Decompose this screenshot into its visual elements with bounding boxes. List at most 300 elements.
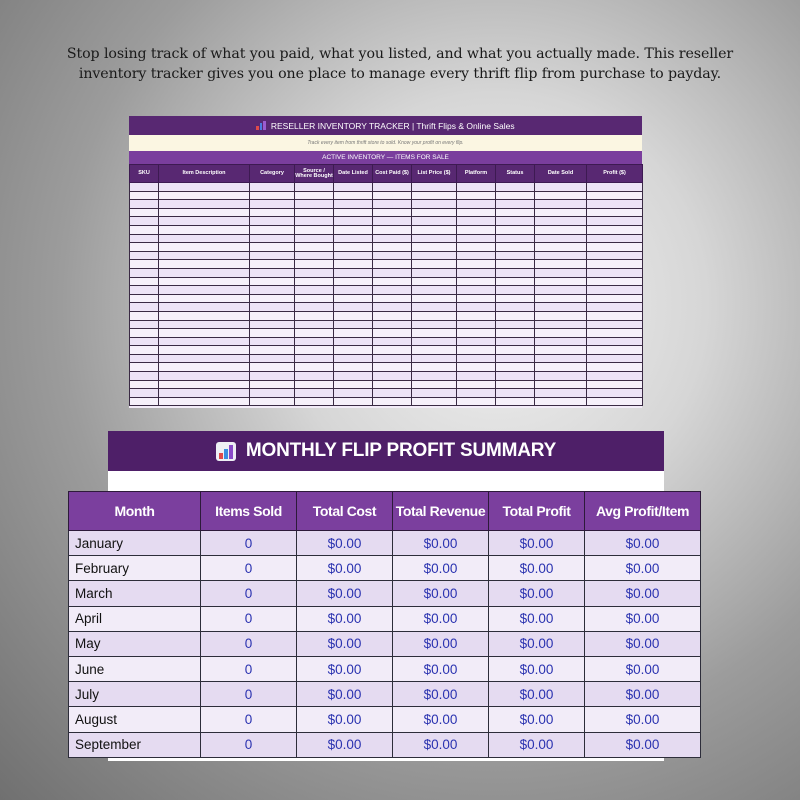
inventory-cell[interactable] [496, 397, 535, 406]
inventory-cell[interactable] [250, 191, 295, 200]
total-revenue-cell[interactable]: $0.00 [393, 656, 489, 681]
inventory-cell[interactable] [496, 251, 535, 260]
inventory-cell[interactable] [250, 380, 295, 389]
total-revenue-cell[interactable]: $0.00 [393, 531, 489, 556]
column-header[interactable]: Item Description [159, 165, 250, 183]
inventory-cell[interactable] [373, 329, 412, 338]
inventory-cell[interactable] [159, 183, 250, 192]
inventory-cell[interactable] [373, 217, 412, 226]
items-sold-cell[interactable]: 0 [201, 656, 297, 681]
inventory-cell[interactable] [159, 320, 250, 329]
inventory-cell[interactable] [496, 346, 535, 355]
inventory-cell[interactable] [130, 277, 159, 286]
inventory-cell[interactable] [295, 183, 334, 192]
inventory-cell[interactable] [412, 225, 457, 234]
inventory-cell[interactable] [334, 208, 373, 217]
inventory-cell[interactable] [159, 217, 250, 226]
inventory-cell[interactable] [334, 268, 373, 277]
inventory-cell[interactable] [457, 286, 496, 295]
items-sold-cell[interactable]: 0 [201, 556, 297, 581]
inventory-cell[interactable] [457, 268, 496, 277]
inventory-cell[interactable] [496, 191, 535, 200]
inventory-cell[interactable] [496, 372, 535, 381]
inventory-cell[interactable] [412, 208, 457, 217]
summary-table-viewport[interactable] [75, 491, 690, 761]
inventory-cell[interactable] [334, 346, 373, 355]
inventory-cell[interactable] [250, 372, 295, 381]
inventory-cell[interactable] [412, 389, 457, 398]
inventory-cell[interactable] [373, 243, 412, 252]
inventory-cell[interactable] [373, 183, 412, 192]
inventory-cell[interactable] [250, 277, 295, 286]
inventory-cell[interactable] [457, 354, 496, 363]
inventory-cell[interactable] [457, 243, 496, 252]
inventory-cell[interactable] [295, 260, 334, 269]
total-cost-cell[interactable]: $0.00 [297, 656, 393, 681]
inventory-cell[interactable] [295, 303, 334, 312]
inventory-cell[interactable] [130, 243, 159, 252]
inventory-cell[interactable] [535, 260, 587, 269]
inventory-cell[interactable] [295, 389, 334, 398]
inventory-cell[interactable] [250, 217, 295, 226]
avg-profit-cell[interactable]: $0.00 [585, 581, 701, 606]
avg-profit-cell[interactable]: $0.00 [585, 631, 701, 656]
inventory-cell[interactable] [130, 311, 159, 320]
inventory-cell[interactable] [412, 363, 457, 372]
avg-profit-cell[interactable]: $0.00 [585, 531, 701, 556]
inventory-cell[interactable] [130, 320, 159, 329]
column-header[interactable]: Cost Paid ($) [373, 165, 412, 183]
inventory-cell[interactable] [250, 389, 295, 398]
column-header[interactable]: Category [250, 165, 295, 183]
inventory-cell[interactable] [412, 372, 457, 381]
inventory-cell[interactable] [412, 277, 457, 286]
inventory-cell[interactable] [412, 286, 457, 295]
inventory-cell[interactable] [587, 268, 643, 277]
total-revenue-cell[interactable]: $0.00 [393, 707, 489, 732]
inventory-cell[interactable] [130, 389, 159, 398]
inventory-cell[interactable] [334, 354, 373, 363]
inventory-cell[interactable] [159, 208, 250, 217]
inventory-cell[interactable] [334, 217, 373, 226]
inventory-cell[interactable] [587, 337, 643, 346]
inventory-cell[interactable] [587, 311, 643, 320]
inventory-cell[interactable] [373, 311, 412, 320]
inventory-cell[interactable] [159, 243, 250, 252]
inventory-cell[interactable] [159, 268, 250, 277]
inventory-cell[interactable] [295, 354, 334, 363]
inventory-cell[interactable] [373, 191, 412, 200]
inventory-cell[interactable] [295, 251, 334, 260]
inventory-cell[interactable] [250, 183, 295, 192]
inventory-cell[interactable] [457, 397, 496, 406]
inventory-cell[interactable] [535, 183, 587, 192]
inventory-cell[interactable] [130, 183, 159, 192]
inventory-cell[interactable] [295, 337, 334, 346]
inventory-cell[interactable] [457, 260, 496, 269]
inventory-cell[interactable] [496, 337, 535, 346]
month-cell[interactable]: June [69, 656, 201, 681]
inventory-cell[interactable] [250, 346, 295, 355]
inventory-cell[interactable] [295, 200, 334, 209]
inventory-cell[interactable] [159, 303, 250, 312]
inventory-cell[interactable] [295, 217, 334, 226]
inventory-cell[interactable] [295, 286, 334, 295]
inventory-cell[interactable] [159, 354, 250, 363]
inventory-cell[interactable] [334, 183, 373, 192]
inventory-cell[interactable] [412, 234, 457, 243]
inventory-cell[interactable] [159, 251, 250, 260]
total-profit-cell[interactable]: $0.00 [489, 682, 585, 707]
column-header[interactable]: Source / Where Bought [295, 165, 334, 183]
inventory-cell[interactable] [373, 268, 412, 277]
inventory-cell[interactable] [587, 389, 643, 398]
inventory-cell[interactable] [159, 294, 250, 303]
items-sold-cell[interactable]: 0 [201, 581, 297, 606]
column-header[interactable]: Avg Profit/Item [585, 492, 701, 531]
column-header[interactable]: List Price ($) [412, 165, 457, 183]
inventory-cell[interactable] [250, 200, 295, 209]
inventory-cell[interactable] [130, 286, 159, 295]
avg-profit-cell[interactable]: $0.00 [585, 556, 701, 581]
inventory-cell[interactable] [130, 380, 159, 389]
inventory-cell[interactable] [130, 260, 159, 269]
inventory-cell[interactable] [587, 363, 643, 372]
month-cell[interactable]: July [69, 682, 201, 707]
inventory-cell[interactable] [412, 354, 457, 363]
column-header[interactable]: Total Revenue [393, 492, 489, 531]
inventory-cell[interactable] [250, 243, 295, 252]
items-sold-cell[interactable]: 0 [201, 606, 297, 631]
inventory-cell[interactable] [535, 311, 587, 320]
inventory-cell[interactable] [457, 183, 496, 192]
inventory-cell[interactable] [250, 260, 295, 269]
inventory-cell[interactable] [535, 397, 587, 406]
inventory-cell[interactable] [159, 234, 250, 243]
total-cost-cell[interactable]: $0.00 [297, 531, 393, 556]
inventory-cell[interactable] [334, 260, 373, 269]
total-revenue-cell[interactable]: $0.00 [393, 732, 489, 757]
inventory-cell[interactable] [373, 397, 412, 406]
inventory-cell[interactable] [159, 372, 250, 381]
inventory-cell[interactable] [130, 251, 159, 260]
inventory-cell[interactable] [412, 251, 457, 260]
inventory-cell[interactable] [587, 320, 643, 329]
inventory-cell[interactable] [334, 243, 373, 252]
inventory-cell[interactable] [159, 389, 250, 398]
items-sold-cell[interactable]: 0 [201, 732, 297, 757]
inventory-cell[interactable] [250, 225, 295, 234]
inventory-cell[interactable] [159, 337, 250, 346]
column-header[interactable]: Date Listed [334, 165, 373, 183]
inventory-cell[interactable] [373, 277, 412, 286]
inventory-cell[interactable] [130, 337, 159, 346]
inventory-cell[interactable] [295, 277, 334, 286]
inventory-cell[interactable] [295, 294, 334, 303]
inventory-cell[interactable] [334, 200, 373, 209]
inventory-cell[interactable] [535, 346, 587, 355]
total-cost-cell[interactable]: $0.00 [297, 732, 393, 757]
inventory-cell[interactable] [295, 372, 334, 381]
inventory-cell[interactable] [250, 268, 295, 277]
inventory-cell[interactable] [159, 260, 250, 269]
inventory-cell[interactable] [587, 243, 643, 252]
inventory-cell[interactable] [130, 234, 159, 243]
inventory-cell[interactable] [130, 200, 159, 209]
column-header[interactable]: Total Profit [489, 492, 585, 531]
inventory-cell[interactable] [496, 329, 535, 338]
inventory-cell[interactable] [334, 225, 373, 234]
inventory-cell[interactable] [412, 183, 457, 192]
inventory-cell[interactable] [250, 363, 295, 372]
inventory-cell[interactable] [457, 234, 496, 243]
inventory-cell[interactable] [295, 234, 334, 243]
items-sold-cell[interactable]: 0 [201, 707, 297, 732]
total-profit-cell[interactable]: $0.00 [489, 606, 585, 631]
inventory-cell[interactable] [587, 286, 643, 295]
inventory-cell[interactable] [535, 372, 587, 381]
inventory-cell[interactable] [130, 225, 159, 234]
inventory-cell[interactable] [457, 208, 496, 217]
inventory-cell[interactable] [334, 329, 373, 338]
inventory-cell[interactable] [496, 311, 535, 320]
column-header[interactable]: Profit ($) [587, 165, 643, 183]
inventory-cell[interactable] [130, 191, 159, 200]
inventory-cell[interactable] [334, 303, 373, 312]
inventory-cell[interactable] [412, 346, 457, 355]
inventory-cell[interactable] [535, 277, 587, 286]
inventory-cell[interactable] [373, 303, 412, 312]
inventory-cell[interactable] [535, 286, 587, 295]
inventory-cell[interactable] [250, 234, 295, 243]
inventory-cell[interactable] [130, 217, 159, 226]
inventory-cell[interactable] [130, 363, 159, 372]
inventory-cell[interactable] [496, 380, 535, 389]
inventory-cell[interactable] [457, 200, 496, 209]
inventory-cell[interactable] [130, 346, 159, 355]
inventory-cell[interactable] [250, 320, 295, 329]
column-header[interactable]: Items Sold [201, 492, 297, 531]
inventory-cell[interactable] [496, 286, 535, 295]
avg-profit-cell[interactable]: $0.00 [585, 606, 701, 631]
inventory-cell[interactable] [457, 329, 496, 338]
inventory-cell[interactable] [412, 329, 457, 338]
inventory-cell[interactable] [159, 329, 250, 338]
inventory-cell[interactable] [250, 251, 295, 260]
inventory-cell[interactable] [295, 397, 334, 406]
inventory-cell[interactable] [334, 191, 373, 200]
inventory-cell[interactable] [130, 268, 159, 277]
inventory-cell[interactable] [295, 243, 334, 252]
inventory-cell[interactable] [373, 225, 412, 234]
inventory-cell[interactable] [457, 191, 496, 200]
inventory-cell[interactable] [159, 311, 250, 320]
items-sold-cell[interactable]: 0 [201, 631, 297, 656]
inventory-cell[interactable] [535, 200, 587, 209]
total-cost-cell[interactable]: $0.00 [297, 707, 393, 732]
inventory-cell[interactable] [159, 277, 250, 286]
total-cost-cell[interactable]: $0.00 [297, 682, 393, 707]
inventory-cell[interactable] [496, 389, 535, 398]
inventory-cell[interactable] [587, 217, 643, 226]
inventory-cell[interactable] [535, 243, 587, 252]
inventory-cell[interactable] [334, 294, 373, 303]
total-profit-cell[interactable]: $0.00 [489, 707, 585, 732]
inventory-cell[interactable] [295, 191, 334, 200]
inventory-cell[interactable] [496, 303, 535, 312]
inventory-cell[interactable] [587, 251, 643, 260]
inventory-cell[interactable] [412, 217, 457, 226]
inventory-cell[interactable] [457, 225, 496, 234]
inventory-cell[interactable] [587, 200, 643, 209]
total-profit-cell[interactable]: $0.00 [489, 556, 585, 581]
inventory-cell[interactable] [295, 380, 334, 389]
inventory-cell[interactable] [457, 277, 496, 286]
inventory-cell[interactable] [334, 234, 373, 243]
inventory-cell[interactable] [295, 208, 334, 217]
inventory-cell[interactable] [159, 286, 250, 295]
total-revenue-cell[interactable]: $0.00 [393, 556, 489, 581]
inventory-cell[interactable] [130, 303, 159, 312]
inventory-cell[interactable] [412, 311, 457, 320]
inventory-cell[interactable] [250, 329, 295, 338]
inventory-cell[interactable] [587, 225, 643, 234]
inventory-cell[interactable] [373, 380, 412, 389]
inventory-cell[interactable] [587, 277, 643, 286]
inventory-cell[interactable] [295, 346, 334, 355]
inventory-cell[interactable] [295, 311, 334, 320]
inventory-cell[interactable] [457, 380, 496, 389]
inventory-cell[interactable] [412, 200, 457, 209]
month-cell[interactable]: April [69, 606, 201, 631]
column-header[interactable]: Platform [457, 165, 496, 183]
month-cell[interactable]: March [69, 581, 201, 606]
inventory-cell[interactable] [587, 354, 643, 363]
inventory-cell[interactable] [250, 294, 295, 303]
inventory-cell[interactable] [159, 380, 250, 389]
inventory-cell[interactable] [496, 208, 535, 217]
inventory-cell[interactable] [373, 251, 412, 260]
inventory-cell[interactable] [373, 200, 412, 209]
inventory-cell[interactable] [496, 363, 535, 372]
inventory-cell[interactable] [457, 337, 496, 346]
inventory-cell[interactable] [130, 372, 159, 381]
inventory-cell[interactable] [250, 354, 295, 363]
inventory-cell[interactable] [373, 363, 412, 372]
inventory-cell[interactable] [457, 389, 496, 398]
inventory-cell[interactable] [587, 329, 643, 338]
inventory-cell[interactable] [412, 294, 457, 303]
inventory-cell[interactable] [587, 397, 643, 406]
inventory-cell[interactable] [412, 260, 457, 269]
inventory-cell[interactable] [295, 225, 334, 234]
inventory-cell[interactable] [587, 208, 643, 217]
items-sold-cell[interactable]: 0 [201, 682, 297, 707]
inventory-cell[interactable] [373, 372, 412, 381]
total-profit-cell[interactable]: $0.00 [489, 656, 585, 681]
inventory-cell[interactable] [587, 294, 643, 303]
inventory-cell[interactable] [457, 320, 496, 329]
column-header[interactable]: Total Cost [297, 492, 393, 531]
month-cell[interactable]: August [69, 707, 201, 732]
inventory-cell[interactable] [334, 320, 373, 329]
inventory-cell[interactable] [334, 380, 373, 389]
inventory-cell[interactable] [496, 354, 535, 363]
inventory-cell[interactable] [334, 363, 373, 372]
inventory-cell[interactable] [496, 234, 535, 243]
inventory-cell[interactable] [250, 208, 295, 217]
inventory-cell[interactable] [496, 200, 535, 209]
inventory-cell[interactable] [535, 191, 587, 200]
total-profit-cell[interactable]: $0.00 [489, 581, 585, 606]
inventory-cell[interactable] [412, 337, 457, 346]
inventory-cell[interactable] [535, 234, 587, 243]
avg-profit-cell[interactable]: $0.00 [585, 707, 701, 732]
inventory-cell[interactable] [373, 354, 412, 363]
inventory-cell[interactable] [250, 311, 295, 320]
inventory-cell[interactable] [373, 208, 412, 217]
inventory-cell[interactable] [535, 303, 587, 312]
inventory-cell[interactable] [412, 320, 457, 329]
total-cost-cell[interactable]: $0.00 [297, 631, 393, 656]
inventory-cell[interactable] [587, 191, 643, 200]
inventory-cell[interactable] [535, 294, 587, 303]
inventory-cell[interactable] [373, 260, 412, 269]
inventory-cell[interactable] [334, 251, 373, 260]
inventory-cell[interactable] [334, 286, 373, 295]
inventory-cell[interactable] [130, 208, 159, 217]
inventory-cell[interactable] [130, 329, 159, 338]
total-revenue-cell[interactable]: $0.00 [393, 606, 489, 631]
inventory-cell[interactable] [587, 234, 643, 243]
month-cell[interactable]: May [69, 631, 201, 656]
inventory-cell[interactable] [587, 380, 643, 389]
total-revenue-cell[interactable]: $0.00 [393, 581, 489, 606]
inventory-cell[interactable] [457, 217, 496, 226]
inventory-cell[interactable] [587, 372, 643, 381]
inventory-cell[interactable] [587, 260, 643, 269]
inventory-cell[interactable] [295, 268, 334, 277]
inventory-cell[interactable] [457, 303, 496, 312]
inventory-cell[interactable] [535, 320, 587, 329]
inventory-cell[interactable] [457, 372, 496, 381]
inventory-cell[interactable] [496, 268, 535, 277]
inventory-cell[interactable] [373, 286, 412, 295]
total-revenue-cell[interactable]: $0.00 [393, 631, 489, 656]
inventory-cell[interactable] [496, 294, 535, 303]
inventory-cell[interactable] [250, 303, 295, 312]
inventory-cell[interactable] [587, 303, 643, 312]
inventory-cell[interactable] [457, 363, 496, 372]
inventory-cell[interactable] [535, 217, 587, 226]
inventory-cell[interactable] [496, 217, 535, 226]
inventory-cell[interactable] [159, 363, 250, 372]
inventory-cell[interactable] [535, 363, 587, 372]
total-cost-cell[interactable]: $0.00 [297, 581, 393, 606]
inventory-cell[interactable] [130, 294, 159, 303]
inventory-cell[interactable] [535, 380, 587, 389]
avg-profit-cell[interactable]: $0.00 [585, 682, 701, 707]
inventory-cell[interactable] [535, 389, 587, 398]
avg-profit-cell[interactable]: $0.00 [585, 656, 701, 681]
month-cell[interactable]: January [69, 531, 201, 556]
inventory-cell[interactable] [295, 320, 334, 329]
column-header[interactable]: Status [496, 165, 535, 183]
inventory-cell[interactable] [373, 234, 412, 243]
total-revenue-cell[interactable]: $0.00 [393, 682, 489, 707]
inventory-cell[interactable] [412, 303, 457, 312]
month-cell[interactable]: February [69, 556, 201, 581]
